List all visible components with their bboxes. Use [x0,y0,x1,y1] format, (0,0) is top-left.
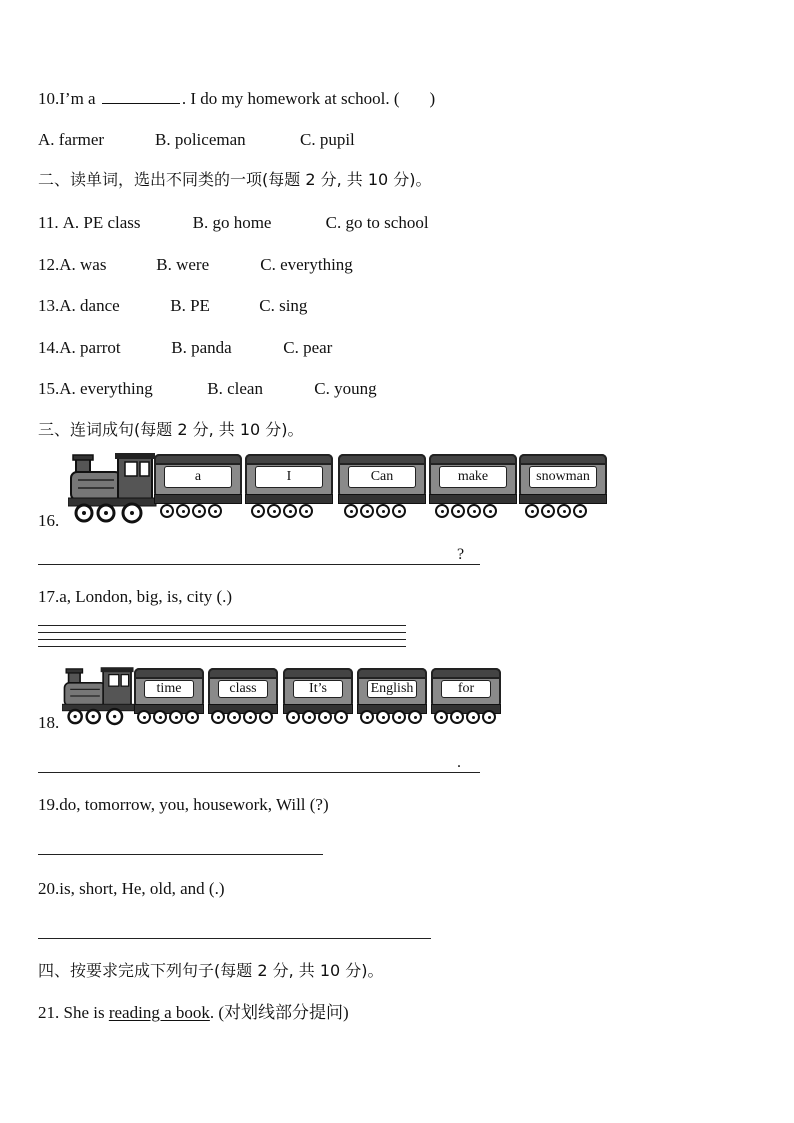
q21-num: 21. [38,1003,60,1022]
q18-car-5 [431,668,501,708]
q10-option-c[interactable]: C. pupil [300,130,355,149]
q16-car-4 [429,454,517,498]
q11-option-c[interactable]: C. go to school [325,213,429,232]
q14-option-b[interactable]: B. panda [171,338,232,357]
q10-close: ) [429,89,436,108]
q13-option-c[interactable]: C. sing [259,296,308,315]
q11-option-a[interactable]: A. PE class [62,213,141,232]
q18-word-card[interactable]: class [218,680,268,698]
q18-word-card[interactable]: English [367,680,417,698]
q16-car-1 [154,454,242,498]
q18-word-card[interactable]: time [144,680,194,698]
q16-answer-line[interactable] [38,564,480,565]
q18-word-card[interactable]: for [441,680,491,698]
q21-pre: She is [59,1003,109,1022]
q19-answer-line[interactable] [38,854,323,855]
q11-num: 11. [38,213,59,232]
q14-num: 14. [38,338,60,357]
q14-option-c[interactable]: C. pear [283,338,333,357]
q10-text-a: 10.I’m a [38,89,96,108]
question-19: 19.do, tomorrow, you, housework, Will (?) [38,795,329,814]
section-3-title: 三、连词成句(每题 2 分, 共 10 分)。 [38,420,304,439]
question-10 [38,88,435,109]
q12-num: 12. [38,255,60,274]
q13-option-a[interactable]: A. dance [59,296,120,315]
q12-option-a[interactable]: A. was [59,255,107,274]
q21-underlined-phrase: reading a book [108,1003,210,1022]
locomotive-icon [68,452,158,524]
q11-option-b[interactable]: B. go home [192,213,272,232]
question-17: 17.a, London, big, is, city (.) [38,587,233,606]
q16-word-card[interactable]: I [255,466,323,488]
q16-car-5 [519,454,607,498]
q16-car-1-wheels [160,504,222,518]
q10-option-b[interactable]: B. policeman [155,130,246,149]
q15-option-a[interactable]: A. everything [59,379,153,398]
q18-car-2 [208,668,278,708]
section-4-title: 四、按要求完成下列句子(每题 2 分, 共 10 分)。 [38,961,384,980]
q15-option-c[interactable]: C. young [314,379,377,398]
q16-car-3 [338,454,426,498]
q17-writing-lines[interactable] [38,625,406,653]
q18-num: 18. [38,713,60,732]
q16-word-card[interactable]: make [439,466,507,488]
q16-word-card[interactable]: a [164,466,232,488]
q10-blank[interactable] [102,88,180,104]
q10-text-b: . I do my homework at school. ( [181,89,400,108]
q20-answer-line[interactable] [38,938,431,939]
question-20: 20.is, short, He, old, and (.) [38,879,225,898]
q14-option-a[interactable]: A. parrot [59,338,121,357]
q12-option-b[interactable]: B. were [156,255,210,274]
q16-car-2 [245,454,333,498]
q18-answer-line[interactable] [38,772,480,773]
q18-car-4 [357,668,427,708]
question-15 [38,379,377,399]
q18-car-3 [283,668,353,708]
q10-options [38,130,355,150]
locomotive-icon [62,664,136,728]
q18-word-card[interactable]: It’s [293,680,343,698]
q18-train [62,664,504,730]
q16-word-card[interactable]: snowman [529,466,597,488]
q10-option-a[interactable]: A. farmer [38,130,105,149]
q21-post: . (对划线部分提问) [209,1003,349,1022]
q16-train [68,452,608,524]
q16-end-mark: ? [457,546,465,563]
section-2-title: 二、读单词，选出不同类的一项(每题 2 分, 共 10 分)。 [38,170,432,189]
q16-num: 16. [38,511,60,530]
q13-num: 13. [38,296,60,315]
question-13 [38,296,307,316]
question-21 [38,1003,349,1023]
question-12 [38,255,353,275]
q15-num: 15. [38,379,60,398]
q18-car-1 [134,668,204,708]
q15-option-b[interactable]: B. clean [207,379,263,398]
q13-option-b[interactable]: B. PE [170,296,210,315]
q16-word-card[interactable]: Can [348,466,416,488]
question-11 [38,213,429,233]
q18-end-mark: . [457,754,461,771]
q12-option-c[interactable]: C. everything [260,255,353,274]
question-14 [38,338,332,358]
